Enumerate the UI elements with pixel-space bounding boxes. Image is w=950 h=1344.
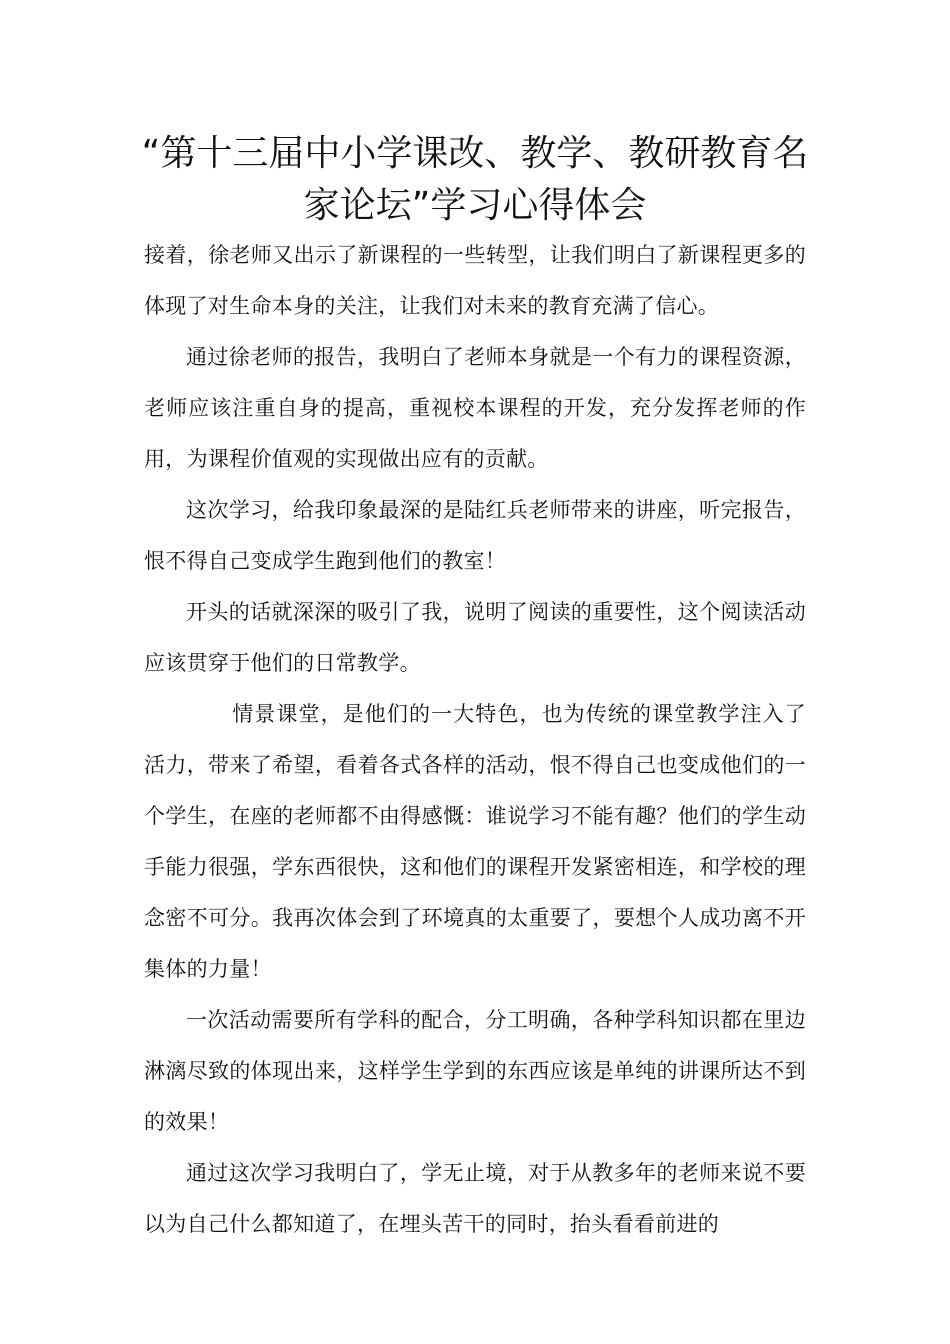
paragraph-1: 接着，徐老师又出示了新课程的一些转型，让我们明白了新课程更多的体现了对生命本身的关注，让我们对未来的教育充满了信心。 [144, 243, 806, 318]
paragraph-3: 这次学习，给我印象最深的是陆红兵老师带来的讲座，听完报告，恨不得自己变成学生跑到他们的教室！ [144, 498, 806, 573]
paragraph-2: 通过徐老师的报告，我明白了老师本身就是一个有力的课程资源，老师应该注重自身的提高，重视校本课程的开发，充分发挥老师的作用，为课程价值观的实现做出应有的贡献。 [144, 345, 806, 471]
paragraph-5: 情景课堂，是他们的一大特色，也为传统的课堂教学注入了活力，带来了希望，看着各式各样的活动，恨不得自己也变成他们的一个学生，在座的老师都不由得感慨：谁说学习不能有趣？他们的学生动手能力很强，学东西很快，这和他们的课程开发紧密相连，和学校的理念密不可分。我再次体会到了环境真的太重要了，要想个人成功离不开集体的力量！ [144, 702, 806, 981]
paragraph-4: 开头的话就深深的吸引了我，说明了阅读的重要性，这个阅读活动应该贯穿于他们的日常教学。 [144, 600, 806, 675]
document-body [144, 230, 806, 1250]
paragraph-7: 通过这次学习我明白了，学无止境，对于从教多年的老师来说不要以为自己什么都知道了，在埋头苦干的同时，抬头看看前进的 [144, 1161, 806, 1236]
paragraph-6: 一次活动需要所有学科的配合，分工明确，各种学科知识都在里边淋漓尽致的体现出来，这样学生学到的东西应该是单纯的讲课所达不到的效果！ [144, 1008, 806, 1134]
document-title: “第十三届中小学课改、教学、教研教育名家论坛”学习心得体会 [141, 133, 809, 226]
